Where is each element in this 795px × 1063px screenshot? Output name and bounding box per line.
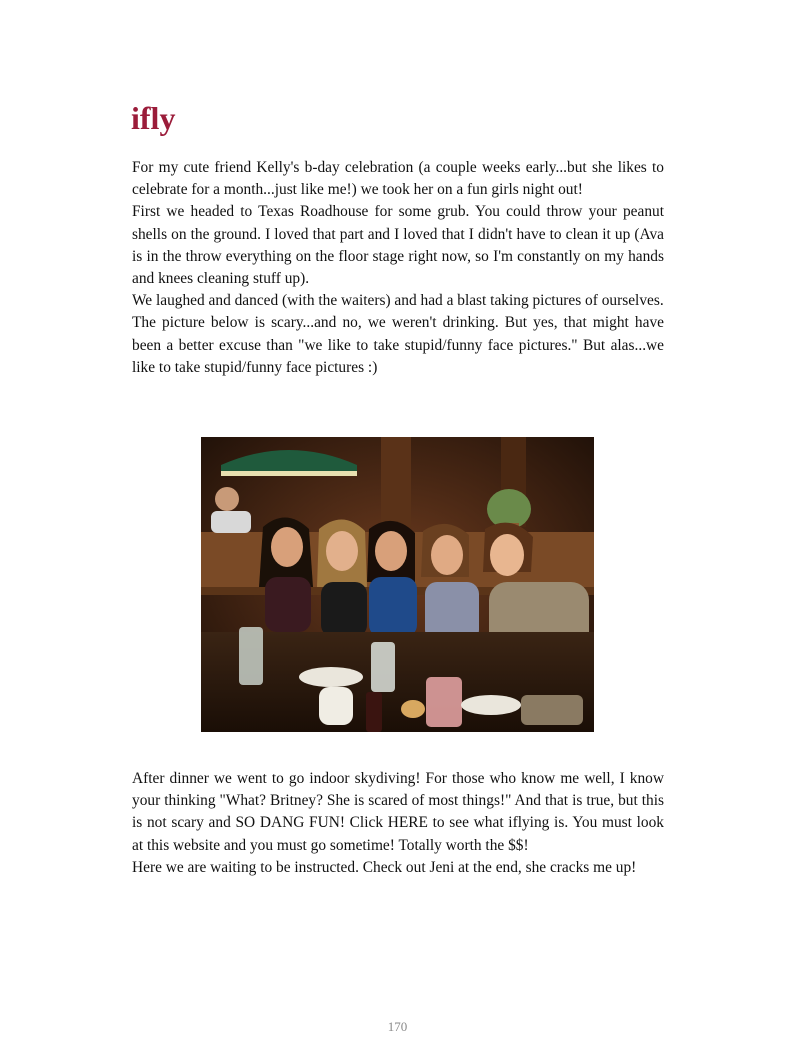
paragraph-indoor-skydiving: After dinner we went to go indoor skydiving! For those who know me well, I know your thinking "What? Britney? She is scared of most things!" And that is true, but this is not scary and SO DANG FUN! Click HERE to see what iflying is. You must look at this website and you must go sometime! Totally worth the $$! <box>132 770 664 854</box>
paragraph-birthday: For my cute friend Kelly's b-day celebration (a couple weeks early...but she likes to celebrate for a month...just like me!) we took her on a fun girls night out! <box>132 159 664 199</box>
paragraph-waiting-instructed: Here we are waiting to be instructed. Check out Jeni at the end, she cracks me up! <box>132 858 637 876</box>
paragraph-picture-below: The picture below is scary...and no, we weren't drinking. But yes, that might have been a better excuse than "we like to take stupid/funny face pictures." But alas...we like to take stupid/funny face pictures :) <box>132 314 664 376</box>
paragraph-laughed-danced: We laughed and danced (with the waiters) and had a blast taking pictures of ourselves. <box>132 292 664 310</box>
intro-text-block <box>132 157 664 379</box>
skydiving-text-block <box>132 768 664 879</box>
paragraph-texas-roadhouse: First we headed to Texas Roadhouse for some grub. You could throw your peanut shells on the ground. I loved that part and I loved that I didn't have to clean it up (Ava is in the throw everything on the floor stage right now, so I'm constantly on my hands and knees cleaning stuff up). <box>132 203 664 288</box>
restaurant-group-photo <box>201 437 594 732</box>
page-title: ifly <box>131 100 176 136</box>
page-number: 170 <box>387 1019 408 1034</box>
photo-illustration <box>201 437 594 732</box>
